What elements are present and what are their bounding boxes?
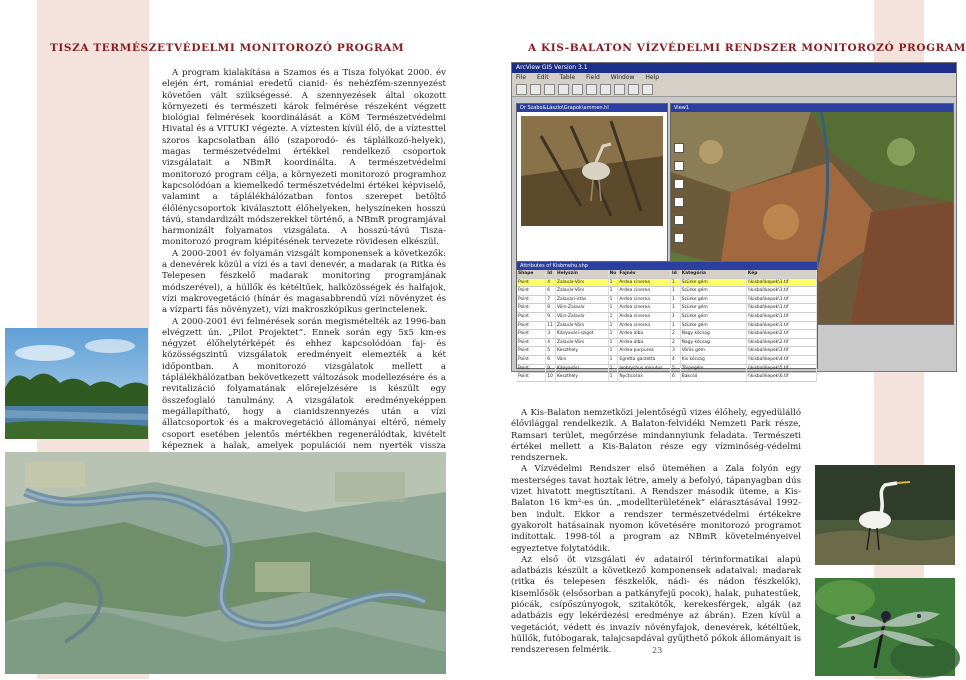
table-cell: 8 xyxy=(546,304,556,312)
table-cell: Nagy kócsag xyxy=(681,339,747,347)
table-header-row xyxy=(517,270,817,279)
table-cell: Ardea cinerea xyxy=(618,313,671,321)
table-cell: Egretta garzetta xyxy=(618,356,671,364)
table-cell: 11 xyxy=(546,322,556,330)
layer-checkbox[interactable] xyxy=(674,215,684,225)
table-cell: 1 xyxy=(609,313,619,321)
layer-checkbox[interactable] xyxy=(674,143,684,153)
table-cell: \\kisbal\kepek\3.tif xyxy=(747,347,817,355)
table-row[interactable] xyxy=(517,296,817,305)
column-header[interactable]: Kép xyxy=(747,270,817,278)
table-cell: Zalavár-Vörs xyxy=(556,287,609,295)
table-row[interactable] xyxy=(517,339,817,348)
table-cell: Szürke gém xyxy=(681,279,747,287)
right-paragraph-3: Az első öt vizsgálati év adatairól térinformatikai alapú adatbázis készült a következő komponensek adataival: madarak (ritka és telepesen fészkelők, nádi- és nádon fészkelők), kisemlősök (elsősorban a patkányfejű pocok), halak, puhatestűek, piócák, csípőszúnyogok, szitakötők, kerekesférgek, algák (az adatbázis egy lekérdezési eredménye az ábrán). Ezen kívül a vegetációt, védett és invazív növényfajok, denevérek, kétéltűek, hüllők, futóbogarak, talajcsapdával gyűjthető pókok állományait is rendszeresen felmérik. xyxy=(511,554,801,656)
table-cell: 1 xyxy=(671,322,681,330)
table-cell: Vörs-Zalavár xyxy=(556,313,609,321)
table-row[interactable] xyxy=(517,373,817,382)
table-cell: Point xyxy=(517,365,546,373)
menu-help[interactable]: Help xyxy=(645,74,660,81)
table-cell: 1 xyxy=(671,313,681,321)
table-cell: 1 xyxy=(609,347,619,355)
left-paragraph-1: A program kialakítása a Szamos és a Tisza folyókat 2000. év elején ért, romániai eredetű cianid- és nehézfém-szennyezést követően vált szükségessé. A szennyezések által okozott környezeti és természeti károk felmérése részeként végzett biológiai felmérések koordinálását a KöM Természetvédelmi Hivatal és a VITUKI végezte. A víztesten kívül élő, de a víztesttel szoros kapcsolatban álló (szaporodó- és táplálkozó-helyek), magas természetvédelmi értékkel rendelkező csoportok vizsgálatait a NBmR koordinálta. A természetvédelmi monitorozó program célja, a környezeti monitorozó programhoz kapcsolódóan a kiemelkedő természetvédelmi értékei képviselő, valamint a táplálékhálózatban fontos szerepet betöltő élőlénycsoportok kiválasztott élőhelyeken, helyszíneken hosszú távú, standardizált módszerekkel történő, a NBmR programjával harmonizált folyamatos vizsgálata. A hosszú-távú Tisza-monitorozó program kiépítésének tervezete rövidesen elkészül. xyxy=(162,68,446,248)
table-cell: Zalavár-Vörs xyxy=(556,279,609,287)
table-row[interactable] xyxy=(517,365,817,374)
table-cell: Point xyxy=(517,279,546,287)
table-cell: 1 xyxy=(609,339,619,347)
menu-edit[interactable]: Edit xyxy=(536,74,549,81)
table-cell: 1 xyxy=(671,296,681,304)
table-cell: Ardea cinerea xyxy=(618,296,671,304)
table-cell: \\kisbal\kepek\6.tif xyxy=(747,373,817,381)
table-cell: 2 xyxy=(671,330,681,338)
table-cell: 1 xyxy=(609,373,619,381)
table-cell: Point xyxy=(517,287,546,295)
table-cell: 1 xyxy=(609,356,619,364)
attribute-table-window xyxy=(516,261,818,380)
toolbar-button[interactable] xyxy=(558,84,569,95)
table-row[interactable] xyxy=(517,279,817,288)
table-cell: \\kisbal\kepek\1.tif xyxy=(747,313,817,321)
table-cell: \\kisbal\kepek\1.tif xyxy=(747,296,817,304)
table-cell: 9 xyxy=(546,365,556,373)
table-cell: 5 xyxy=(546,347,556,355)
table-cell: 4 xyxy=(671,356,681,364)
table-cell: Törpegém xyxy=(681,365,747,373)
image-subwindow-title: Dr Szabo&Lászlo\Grapok\ammen.hl xyxy=(517,104,667,112)
table-cell: Point xyxy=(517,330,546,338)
table-cell: Point xyxy=(517,347,546,355)
table-cell: 6 xyxy=(546,356,556,364)
table-cell: \\kisbal\kepek\2.tif xyxy=(747,339,817,347)
menu-window[interactable]: Window xyxy=(610,74,635,81)
table-cell: Point xyxy=(517,313,546,321)
right-paragraph-2: A Vízvédelmi Rendszer első üteméhen a Zala folyón egy mesterséges tavat hoztak létre, amely a befolyó, tápanyagban dús vizet hivatott megtisztítani. A Rendszer második üteme, a Kis-Balaton 16 km²-es ún. „modellterületének” elárasztásával 1992-ben indult. Ekkor a rendszer természetvédelmi értékekre gyakorolt hatásainak nyomon követésére monitorozó programot indítottak. 1998-tól a program az NBmR követelményeivel egyeztetve folytatódik. xyxy=(511,464,801,554)
layer-checkbox[interactable] xyxy=(674,179,684,189)
toolbar-button[interactable] xyxy=(614,84,625,95)
table-cell: Vörs xyxy=(556,356,609,364)
table-cell: Point xyxy=(517,296,546,304)
menu-field[interactable]: Field xyxy=(585,74,600,81)
column-header[interactable]: Fajnév xyxy=(618,270,671,278)
aerial-river-photo xyxy=(5,452,446,674)
layer-checkbox[interactable] xyxy=(674,161,684,171)
table-cell: \\kisbal\kepek\5.tif xyxy=(747,365,817,373)
table-cell: Ardea purpurea xyxy=(618,347,671,355)
table-cell: 6 xyxy=(546,287,556,295)
table-cell: Szürke gém xyxy=(681,322,747,330)
table-cell: Point xyxy=(517,373,546,381)
page-number: 23 xyxy=(652,646,663,655)
column-header[interactable]: Helyszín xyxy=(556,270,609,278)
table-cell: 4 xyxy=(546,339,556,347)
table-cell: 10 xyxy=(546,373,556,381)
left-paragraph-2: A 2000-2001 év folyamán vizsgált komponensek a következők: a denevérek közül a vízi és a tavi denevér, a madarak (a Ritka és Telepesen fészkelő madarak monitoring programjának módszerével), a hüllők és kétéltűek, halközösségek és halfajok, vízi makrovegetáció (hínár és magasabbrendű vízi növényzet és a vízparti fás növényzet), vízi makroszkópikus gerinctelenek. xyxy=(162,248,446,316)
view-window-title: View1 xyxy=(671,104,953,112)
table-cell: 5 xyxy=(671,365,681,373)
table-cell: 7 xyxy=(546,296,556,304)
table-cell: Ardea cinerea xyxy=(618,304,671,312)
table-cell: Ixobrychus minutus xyxy=(618,365,671,373)
egret-photo xyxy=(815,465,955,565)
toolbar-button[interactable] xyxy=(600,84,611,95)
right-article xyxy=(511,408,801,657)
table-cell: Kányavári-sziget xyxy=(556,330,609,338)
table-cell: \\kisbal\kepek\1.tif xyxy=(747,287,817,295)
table-cell: \\kisbal\kepek\4.tif xyxy=(747,356,817,364)
toolbar-button[interactable] xyxy=(586,84,597,95)
toolbar-button[interactable] xyxy=(642,84,653,95)
table-body xyxy=(517,279,817,382)
left-article xyxy=(162,68,446,486)
table-row[interactable] xyxy=(517,313,817,322)
attribute-table-title: Attributes of Kisbmehu.shp xyxy=(517,262,817,270)
table-cell: Szürke gém xyxy=(681,304,747,312)
heron-photo xyxy=(521,116,671,226)
table-cell: 1 xyxy=(609,330,619,338)
table-cell: Ardea alba xyxy=(618,339,671,347)
layer-checkbox[interactable] xyxy=(674,233,684,243)
table-cell: 3 xyxy=(671,347,681,355)
table-cell: Zalavár-Vörs xyxy=(556,322,609,330)
table-cell: Keszthely xyxy=(556,347,609,355)
river-landscape-photo xyxy=(5,328,148,439)
arcview-menubar xyxy=(512,73,956,82)
table-cell: Vörs-Zalavár xyxy=(556,304,609,312)
table-cell: \\kisbal\kepek\1.tif xyxy=(747,322,817,330)
table-cell: 2 xyxy=(671,339,681,347)
table-cell: Ardea cinerea xyxy=(618,322,671,330)
table-cell: Szürke gém xyxy=(681,296,747,304)
table-cell: Zalavár-Vörs xyxy=(556,339,609,347)
table-cell: \\kisbal\kepek\1.tif xyxy=(747,279,817,287)
table-cell: Point xyxy=(517,339,546,347)
table-cell: 6 xyxy=(671,373,681,381)
left-heading: TISZA TERMÉSZETVÉDELMI MONITOROZÓ PROGRAM xyxy=(50,42,405,54)
table-cell: \\kisbal\kepek\2.tif xyxy=(747,330,817,338)
table-cell: Ardea cinerea xyxy=(618,279,671,287)
column-header[interactable]: No xyxy=(609,270,619,278)
table-cell: Point xyxy=(517,322,546,330)
table-cell: Ardea alba xyxy=(618,330,671,338)
table-cell: Point xyxy=(517,356,546,364)
table-cell: Point xyxy=(517,304,546,312)
table-cell: 1 xyxy=(609,287,619,295)
table-cell: 1 xyxy=(609,322,619,330)
table-row[interactable] xyxy=(517,330,817,339)
left-paragraph-3: A 2000-2001 évi felmérések során megismételték az 1996-ban elvégzett ún. „Pilot Projektet”. Ennek során egy 5x5 km-es négyzet élőhelytérképét és ehhez kapcsolódóan faj- és közösségszintű vizsgálatok eredményeit elemezték a két időpontban. A monitorozó vizsgálatok mellett a táplálékhálózatban bekövetkezett változások modellezésére és a revitalizáció folyamatának előrejelzésére is készült egy összefoglaló tanulmány. A vizsgálatok eredményeképpen megállapítható, hogy a cianidszennyezés után a vízi állatcsoportok és a makrovegetáció állományai eltérő, némely csoport esetében jelentős mértékben regenerálódtak, kivételt képeznek a halak, amelyek populációi nem nyerték vissza xyxy=(162,316,446,451)
layer-checkbox[interactable] xyxy=(674,197,684,207)
table-cell: Szürke gém xyxy=(681,287,747,295)
toolbar-button[interactable] xyxy=(572,84,583,95)
toolbar-button[interactable] xyxy=(530,84,541,95)
toolbar-button[interactable] xyxy=(544,84,555,95)
column-header[interactable]: Kategória xyxy=(681,270,747,278)
table-cell: 3 xyxy=(546,330,556,338)
table-cell: Zalavári-irtás xyxy=(556,296,609,304)
table-row[interactable] xyxy=(517,356,817,365)
table-cell: Keszthely xyxy=(556,373,609,381)
table-cell: Vörös gém xyxy=(681,347,747,355)
table-cell: Kányavári xyxy=(556,365,609,373)
menu-table[interactable]: Table xyxy=(559,74,576,81)
column-header[interactable]: Shape xyxy=(517,270,546,278)
table-cell: Szürke gém xyxy=(681,313,747,321)
menu-file[interactable]: File xyxy=(516,74,527,81)
right-heading: A KIS-BALATON VÍZVÉDELMI RENDSZER MONITOROZÓ PROGRAM xyxy=(528,42,966,54)
right-paragraph-1: A Kis-Balaton nemzetközi jelentőségű vizes élőhely, egyedülálló élővilággal rendelkezik. A Balaton-felvidéki Nemzeti Park része, Ramsari terület, megőrzése mindannyiunk feladata. Természeti értékei mellett a Kis-Balaton része egy vízminőség-védelmi rendszernek. xyxy=(511,408,801,464)
arcview-toolbar xyxy=(512,82,956,97)
table-cell: 9 xyxy=(546,313,556,321)
table-cell: 1 xyxy=(609,279,619,287)
table-cell: Nycticorax xyxy=(618,373,671,381)
table-cell: Ardea cinerea xyxy=(618,287,671,295)
table-row[interactable] xyxy=(517,304,817,313)
column-header[interactable]: Id xyxy=(671,270,681,278)
table-cell: 1 xyxy=(671,279,681,287)
arcview-titlebar: ArcView GIS Version 3.1 xyxy=(512,63,956,73)
table-cell: Kis kócsag xyxy=(681,356,747,364)
table-cell: 1 xyxy=(609,365,619,373)
table-cell: 1 xyxy=(609,296,619,304)
table-cell: Bakcsó xyxy=(681,373,747,381)
table-cell: 1 xyxy=(671,287,681,295)
toolbar-button[interactable] xyxy=(628,84,639,95)
table-cell: \\kisbal\kepek\1.tif xyxy=(747,304,817,312)
table-cell: Nagy kócsag xyxy=(681,330,747,338)
table-row[interactable] xyxy=(517,347,817,356)
arcview-screenshot xyxy=(511,62,957,380)
column-header[interactable]: Id xyxy=(546,270,556,278)
table-cell: 4 xyxy=(546,279,556,287)
table-row[interactable] xyxy=(517,322,817,331)
table-cell: 1 xyxy=(609,304,619,312)
toolbar-button[interactable] xyxy=(516,84,527,95)
table-row[interactable] xyxy=(517,287,817,296)
table-cell: 1 xyxy=(671,304,681,312)
dragonfly-photo xyxy=(815,578,955,676)
